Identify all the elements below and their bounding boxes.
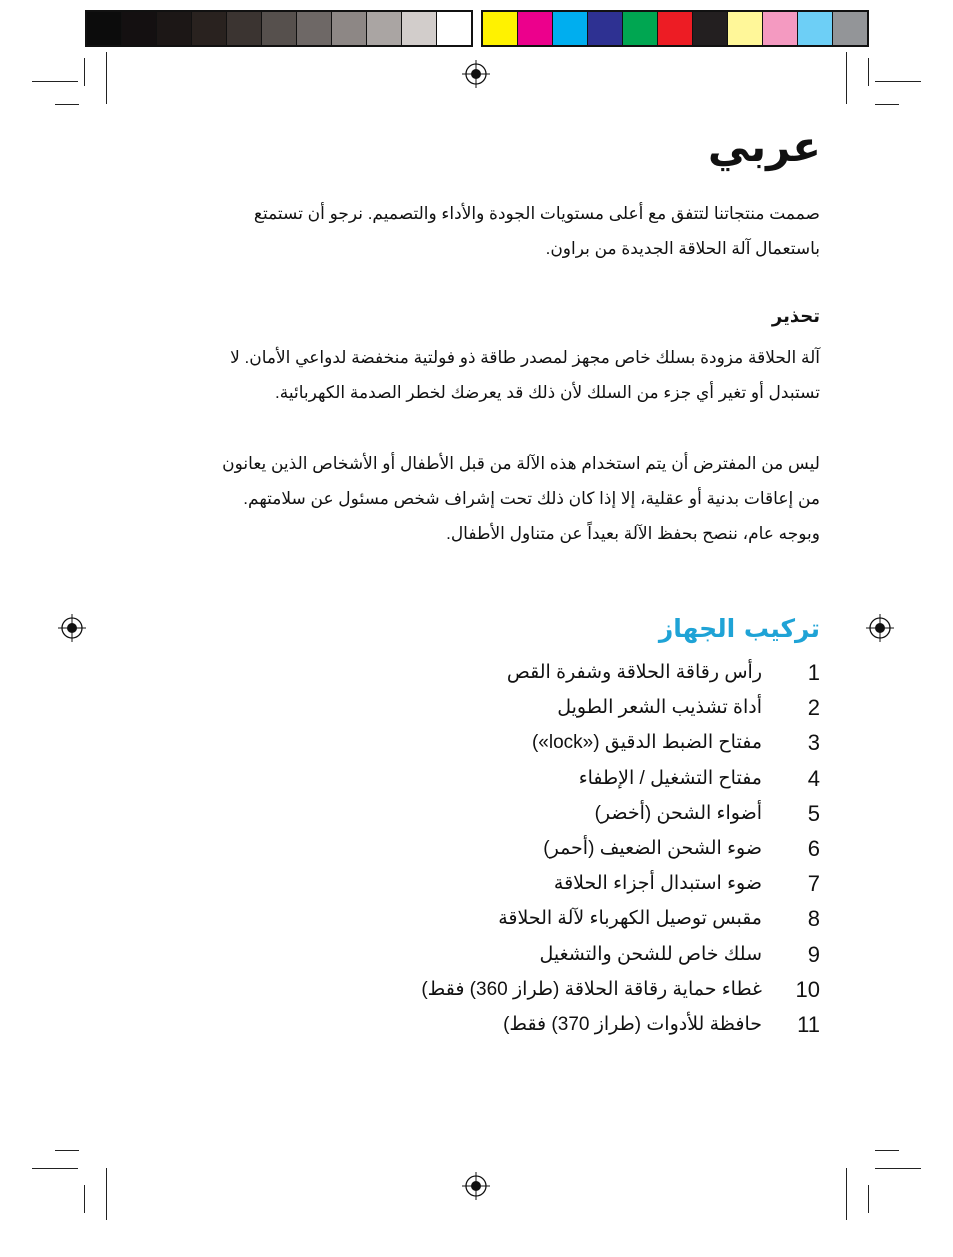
list-item <box>130 690 820 725</box>
color-swatch <box>437 12 471 45</box>
warning-line: وبوجه عام، ننصح بحفظ الآلة بعيداً عن متناول الأطفال. <box>446 524 820 543</box>
crop-mark <box>868 1185 869 1213</box>
item-text: ضوء الشحن الضعيف (أحمر) <box>543 837 762 859</box>
list-item <box>130 761 820 796</box>
language-title: عربي <box>707 122 821 171</box>
intro-line: صممت منتجاتنا لتتفق مع أعلى مستويات الجودة والأداء والتصميم. نرجو أن تستمتع <box>253 204 820 223</box>
item-text: مقبس توصيل الكهرباء لآلة الحلاقة <box>498 908 762 930</box>
item-text: رأس رقاقة الحلاقة وشفرة القص <box>506 662 762 683</box>
item-number: 6 <box>807 835 820 861</box>
color-swatch <box>122 12 157 45</box>
color-swatch <box>798 12 833 45</box>
crop-mark <box>55 104 79 105</box>
registration-mark-icon <box>866 614 894 642</box>
item-text: سلك خاص للشحن والتشغيل <box>539 943 762 965</box>
item-text: غطاء حماية رقاقة الحلاقة (طراز 360) فقط) <box>421 978 762 1000</box>
warning-line: آلة الحلاقة مزودة بسلك خاص مجهز لمصدر طاقة ذو فولتية منخفضة لدواعي الأمان. لا <box>230 348 820 367</box>
color-swatch <box>332 12 367 45</box>
crop-mark <box>106 52 107 104</box>
color-swatch <box>157 12 192 45</box>
item-number: 8 <box>807 906 820 932</box>
item-number: 10 <box>795 976 820 1002</box>
item-number: 11 <box>797 1011 820 1037</box>
crop-mark <box>875 1150 899 1151</box>
crop-mark <box>846 1168 847 1220</box>
item-number: 5 <box>807 800 820 826</box>
registration-mark-icon <box>462 1172 490 1200</box>
item-text: أداة تشذيب الشعر الطويل <box>557 697 762 719</box>
warning-line: تستبدل أو تغير أي جزء من السلك لأن ذلك قد يعرضك لخطر الصدمة الكهربائية. <box>275 383 820 402</box>
color-swatch <box>297 12 332 45</box>
crop-mark <box>55 1150 79 1151</box>
crop-mark <box>84 1185 85 1213</box>
warning-paragraph-2 <box>130 446 820 551</box>
warning-line: من إعاقات بدنية أو عقلية، إلا إذا كان ذلك تحت إشراف شخص مسئول عن سلامتهم. <box>243 489 820 508</box>
color-swatch <box>553 12 588 45</box>
warning-line: ليس من المفترض أن يتم استخدام هذه الآلة من قبل الأطفال أو الأشخاص الذين يعانون <box>222 454 820 473</box>
item-text: ضوء استبدال أجزاء الحلاقة <box>553 873 762 895</box>
list-item <box>130 901 820 936</box>
crop-mark <box>32 1168 78 1169</box>
color-swatch <box>623 12 658 45</box>
intro-line: باستعمال آلة الحلاقة الجديدة من براون. <box>545 239 820 258</box>
item-number: 3 <box>807 730 820 756</box>
registration-mark-icon <box>58 614 86 642</box>
color-swatch <box>728 12 763 45</box>
list-item <box>130 1007 820 1042</box>
list-item <box>130 796 820 831</box>
color-swatch <box>87 12 122 45</box>
list-item <box>130 866 820 901</box>
warning-heading: تحذير <box>771 306 820 326</box>
registration-mark-icon <box>462 60 490 88</box>
crop-mark <box>875 1168 921 1169</box>
crop-mark <box>875 104 899 105</box>
item-number: 1 <box>807 660 820 685</box>
parts-list <box>130 655 820 1042</box>
item-number: 4 <box>807 765 820 791</box>
crop-mark <box>875 81 921 82</box>
color-swatch <box>483 12 518 45</box>
color-swatch <box>658 12 693 45</box>
color-swatch <box>588 12 623 45</box>
color-swatch <box>693 12 728 45</box>
item-text: أضواء الشحن (أخضر) <box>594 802 762 824</box>
item-text: حافظة للأدوات (طراز 370) فقط) <box>503 1013 762 1035</box>
item-text: مفتاح التشغيل / الإطفاء <box>578 767 762 789</box>
color-swatch <box>367 12 402 45</box>
list-item <box>130 831 820 866</box>
color-swatch <box>833 12 867 45</box>
crop-mark <box>868 58 869 86</box>
item-number: 9 <box>807 941 820 967</box>
list-item <box>130 972 820 1007</box>
color-swatch <box>192 12 227 45</box>
description-heading: تركيب الجهاز <box>658 614 820 643</box>
crop-mark <box>84 58 85 86</box>
list-item <box>130 725 820 760</box>
process-color-bar <box>481 10 869 47</box>
list-item <box>130 655 820 690</box>
crop-mark <box>106 1168 107 1220</box>
color-swatch <box>763 12 798 45</box>
color-swatch <box>227 12 262 45</box>
crop-mark <box>32 81 78 82</box>
warning-paragraph-1 <box>130 340 820 410</box>
color-swatch <box>402 12 437 45</box>
grayscale-color-bar <box>85 10 473 47</box>
color-swatch <box>518 12 553 45</box>
item-number: 7 <box>807 871 820 897</box>
item-number: 2 <box>807 695 820 721</box>
color-swatch <box>262 12 297 45</box>
list-item <box>130 937 820 972</box>
intro-paragraph <box>130 196 820 266</box>
crop-mark <box>846 52 847 104</box>
item-text: مفتاح الضبط الدقيق («lock») <box>531 732 762 754</box>
